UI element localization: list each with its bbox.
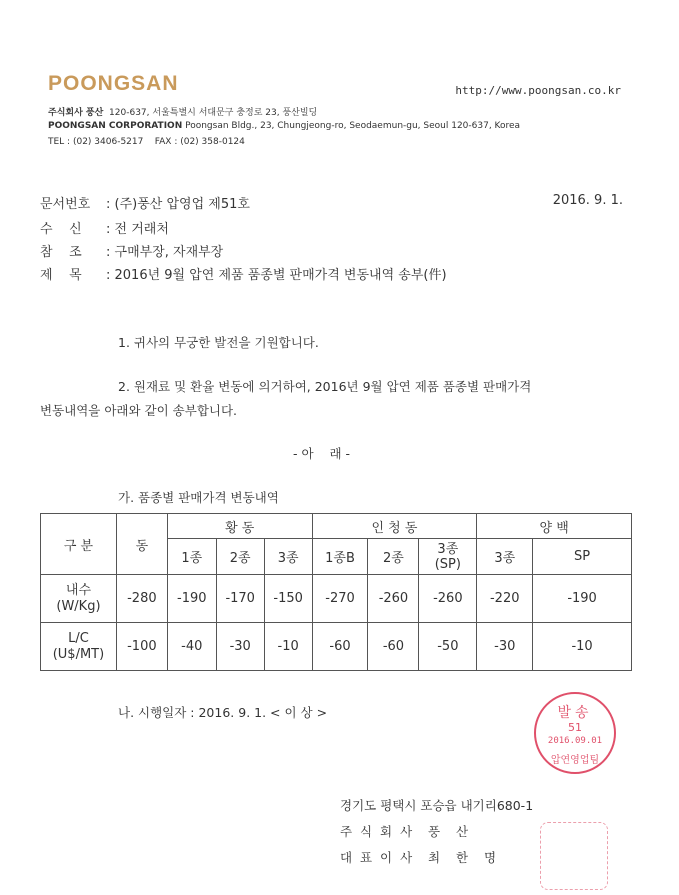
table-cell: -60 — [368, 623, 419, 671]
stamp-dept: 압연영업팀 — [550, 755, 600, 766]
kr-address: 120-637, 서울특별시 서대문구 충정로 23, 풍산빌딩 — [109, 108, 318, 118]
reference-row — [40, 241, 223, 260]
subject-label: 제 목 — [40, 268, 82, 283]
stamp-date: 2016.09.01 — [547, 736, 603, 746]
header-copper: 동 — [116, 514, 167, 575]
paragraph-2-line-2: 변동내역을 아래와 같이 송부합니다. — [40, 403, 238, 418]
subject-row — [40, 264, 447, 283]
company-url[interactable]: http://www.poongsan.co.kr — [455, 84, 621, 97]
footer-company: 주 식 회 사 풍 산 — [340, 824, 469, 839]
subheader-cell: 3종 — [477, 539, 533, 575]
table-row — [41, 575, 632, 623]
table-header-row — [41, 514, 632, 539]
subject-value: : 2016년 9월 압연 제품 품종별 판매가격 변동내역 송부(件) — [106, 268, 447, 283]
doc-number-label: 문서번호 — [40, 197, 91, 212]
price-change-table — [40, 513, 632, 671]
subheader-cell: SP — [533, 539, 632, 575]
subheader-cell: 2종 — [368, 539, 419, 575]
table-cell: -260 — [368, 575, 419, 623]
table-cell: -220 — [477, 575, 533, 623]
section-b-effective-date: 나. 시행일자 : 2016. 9. 1. < 이 상 > — [118, 705, 328, 720]
contact-line — [48, 137, 245, 147]
below-heading: - 아 래 - — [293, 446, 351, 461]
subheader-cell-bottom: (SP) — [434, 556, 461, 572]
subheader-cell: 3종 — [264, 539, 312, 575]
kr-address-line — [48, 105, 317, 118]
doc-number-row — [40, 193, 250, 212]
table-cell: -150 — [264, 575, 312, 623]
company-logo: POONGSAN — [48, 72, 179, 95]
row-label-domestic — [41, 575, 117, 623]
footer-ceo: 대 표 이 사 최 한 명 — [340, 850, 497, 865]
section-a-title: 가. 품종별 판매가격 변동내역 — [118, 490, 279, 505]
table-cell: -50 — [419, 623, 477, 671]
reference-label: 참 조 — [40, 245, 82, 260]
row-label-line: 내수 — [65, 582, 92, 598]
footer-address: 경기도 평택시 포승읍 내기리680-1 — [340, 798, 534, 813]
paragraph-2-line-1: 2. 원재료 및 환율 변동에 의거하여, 2016년 9월 압연 제품 품종별 판매가격 — [118, 379, 532, 394]
header-category: 구 분 — [41, 514, 117, 575]
table-cell: -10 — [264, 623, 312, 671]
header-brass: 황 동 — [167, 514, 312, 539]
doc-number-value: : (주)풍산 압영업 제51호 — [106, 197, 250, 212]
en-address-line — [48, 121, 520, 131]
recipient-label: 수 신 — [40, 222, 82, 237]
stamp-number: 51 — [568, 721, 582, 734]
recipient-row — [40, 218, 169, 237]
dispatch-stamp — [534, 692, 616, 774]
row-label-unit: (W/Kg) — [56, 598, 101, 614]
en-company-name: POONGSAN CORPORATION — [48, 121, 183, 131]
table-cell: -10 — [533, 623, 632, 671]
subheader-cell: 2종 — [216, 539, 264, 575]
table-cell: -270 — [312, 575, 368, 623]
table-cell: -280 — [116, 575, 167, 623]
table-cell: -190 — [533, 575, 632, 623]
subheader-cell — [419, 539, 477, 575]
header-phosphor-bronze: 인 청 동 — [312, 514, 477, 539]
stamp-title: 발송 — [557, 705, 593, 721]
table-cell: -60 — [312, 623, 368, 671]
row-label-lc — [41, 623, 117, 671]
table-cell: -170 — [216, 575, 264, 623]
fax: FAX : (02) 358-0124 — [154, 137, 245, 147]
table-cell: -30 — [477, 623, 533, 671]
row-label-line: L/C — [68, 630, 89, 646]
tel: TEL : (02) 3406-5217 — [48, 137, 144, 147]
table-row — [41, 623, 632, 671]
header-nickel-silver: 양 백 — [477, 514, 632, 539]
paragraph-1: 1. 귀사의 무궁한 발전을 기원합니다. — [118, 335, 319, 350]
subheader-cell: 1종 — [167, 539, 216, 575]
en-address: Poongsan Bldg., 23, Chungjeong-ro, Seodaemun-gu, Seoul 120-637, Korea — [185, 121, 521, 131]
table-cell: -100 — [116, 623, 167, 671]
company-seal — [540, 822, 608, 890]
recipient-value: : 전 거래처 — [106, 222, 169, 237]
subheader-cell: 1종B — [312, 539, 368, 575]
subheader-cell-top: 3종 — [437, 541, 459, 557]
table-cell: -260 — [419, 575, 477, 623]
table-cell: -30 — [216, 623, 264, 671]
table-cell: -40 — [167, 623, 216, 671]
row-label-unit: (U$/MT) — [52, 646, 105, 662]
kr-company-name: 주식회사 풍산 — [48, 108, 104, 118]
table-cell: -190 — [167, 575, 216, 623]
doc-date: 2016. 9. 1. — [552, 193, 623, 208]
reference-value: : 구매부장, 자재부장 — [106, 245, 224, 260]
